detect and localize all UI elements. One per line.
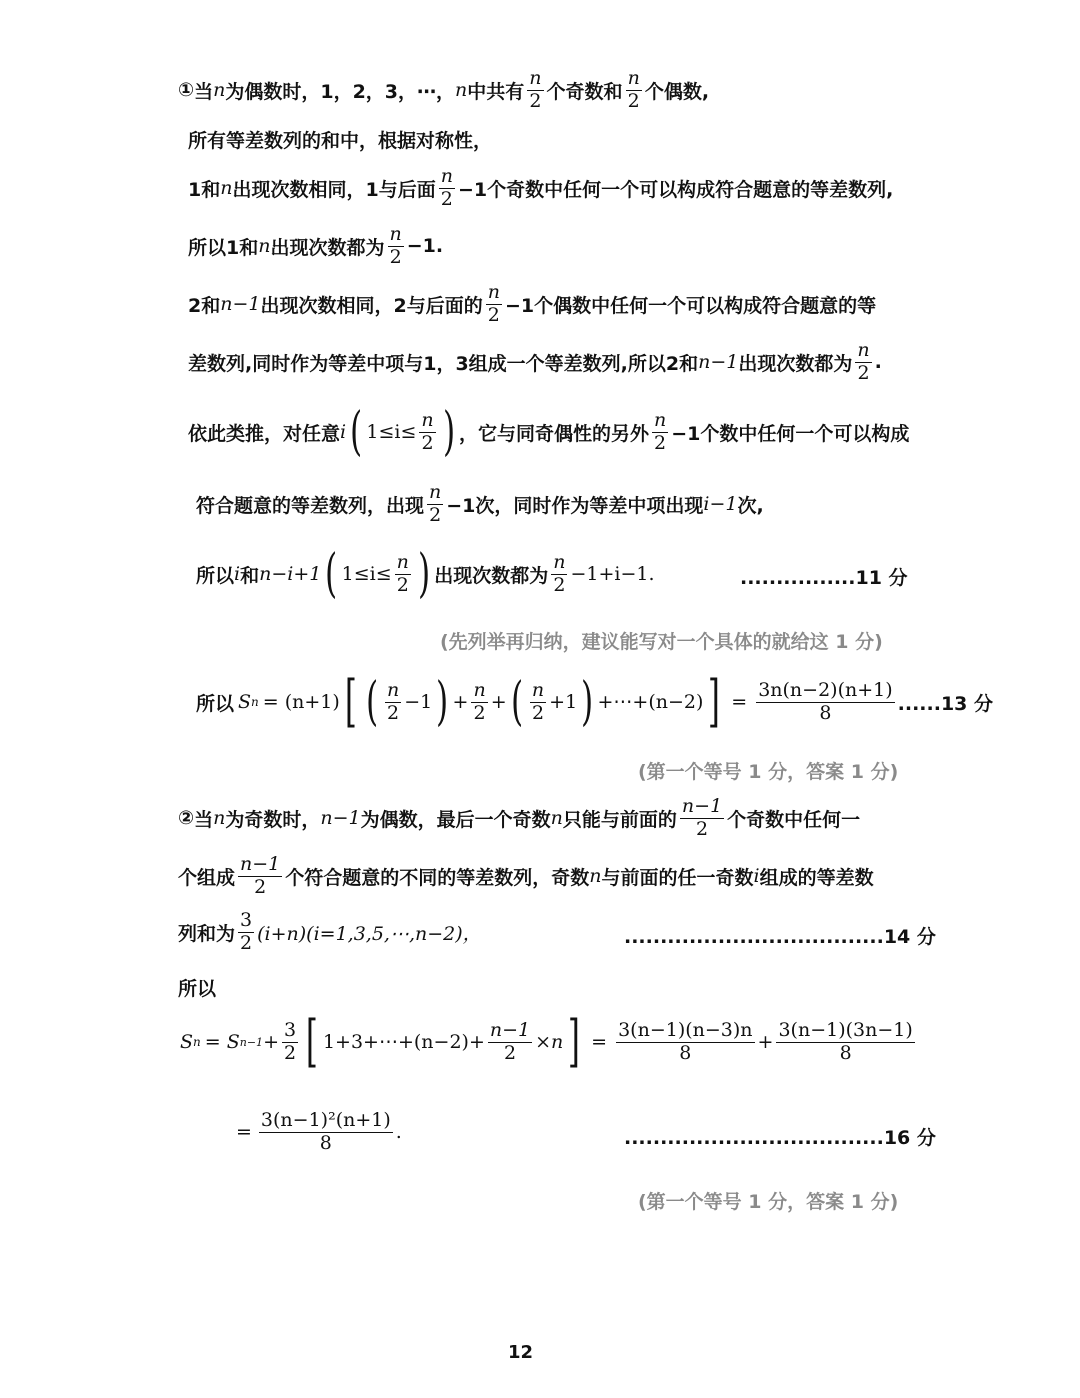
subscript: n bbox=[251, 695, 259, 709]
text: ，它与同奇偶性的另外 bbox=[458, 422, 649, 445]
text: 符合题意的等差数列，出现 bbox=[196, 494, 425, 517]
fraction: $\frac{n}{2}$ bbox=[421, 408, 434, 454]
page-number: 12 bbox=[508, 1342, 534, 1363]
fraction: $\frac{\text{3(n−1)²(n+1)}}{8}$ bbox=[260, 1109, 391, 1154]
fraction: $\frac{n}{2}$ bbox=[473, 678, 486, 724]
equals: = bbox=[236, 1121, 252, 1144]
expr: +1 bbox=[549, 691, 578, 713]
fraction: $\frac{n-1}{2}$ bbox=[240, 853, 281, 898]
text: 出现次数相同，1与后面 bbox=[232, 178, 436, 201]
case1-line8 bbox=[196, 482, 764, 527]
text: 1和 bbox=[188, 178, 221, 201]
fraction: $\frac{n}{2}$ bbox=[553, 550, 566, 596]
plus: + bbox=[452, 691, 469, 713]
fraction: $\frac{n}{2}$ bbox=[653, 408, 667, 454]
expr: (i+n)(i=1,3,5,⋯,n−2)， bbox=[257, 922, 482, 945]
text: 次, bbox=[737, 494, 764, 517]
text: −1个偶数中任何一个可以构成符合题意的等 bbox=[504, 294, 877, 317]
plus: + bbox=[263, 1031, 279, 1053]
text: 为奇数时， bbox=[225, 808, 321, 831]
text: 当 bbox=[194, 80, 214, 103]
circle-two: ② bbox=[178, 807, 195, 830]
sn-result-case2 bbox=[236, 1110, 402, 1155]
text: 和 bbox=[240, 564, 260, 587]
case1-line6 bbox=[188, 340, 882, 385]
paren-close: ) bbox=[442, 402, 455, 462]
text: 出现次数都为 bbox=[738, 352, 853, 375]
expr: −1+i−1. bbox=[570, 563, 655, 585]
fraction: $\frac{3n(n-2)(n+1)}{8}$ bbox=[758, 678, 893, 724]
period: . bbox=[395, 1121, 402, 1144]
text: −1个数中任何一个可以构成 bbox=[671, 422, 910, 445]
subscript: n−1 bbox=[239, 1035, 264, 1049]
var-i: i bbox=[234, 563, 241, 585]
var-n: n bbox=[213, 807, 226, 830]
fraction: $\frac{3}{2}$ bbox=[240, 909, 253, 954]
case1-line5 bbox=[188, 282, 876, 327]
text: 中共有 bbox=[467, 80, 525, 103]
expr: n−1 bbox=[320, 807, 361, 830]
score-11: ................11 分 bbox=[740, 567, 908, 589]
case1-line9 bbox=[196, 544, 655, 604]
text: 所以 bbox=[178, 978, 217, 1000]
condition: 1≤i≤ bbox=[341, 563, 392, 585]
bracket-open: [ bbox=[305, 1009, 319, 1074]
text: 个偶数, bbox=[644, 80, 710, 103]
var-n: n bbox=[258, 235, 271, 258]
fraction: $\frac{3(n-1)(3n-1)}{8}$ bbox=[778, 1018, 913, 1064]
plus: + bbox=[757, 1031, 774, 1053]
fraction: $\frac{n}{2}$ bbox=[389, 223, 402, 268]
note-16: (第一个等号 1 分，答案 1 分) bbox=[638, 1191, 899, 1213]
circle-one: ① bbox=[178, 79, 195, 102]
bracket-close: ] bbox=[568, 1009, 581, 1074]
paren-open: ( bbox=[365, 672, 378, 732]
text: −1个奇数中任何一个可以构成符合题意的等差数列, bbox=[457, 178, 894, 201]
text: 个奇数中任何一 bbox=[727, 808, 861, 831]
expr: = (n+1) bbox=[262, 691, 340, 713]
expr: −1 bbox=[404, 691, 433, 713]
case1-line3 bbox=[188, 166, 893, 211]
text: 差数列,同时作为等差中项与1，3组成一个等差数列,所以2和 bbox=[188, 352, 699, 375]
bracket-close: ] bbox=[708, 669, 721, 734]
fraction: $\frac{n-1}{2}$ bbox=[681, 795, 723, 840]
case1-line2 bbox=[188, 126, 492, 153]
text: 只能与前面的 bbox=[562, 808, 677, 831]
var-n: n bbox=[220, 177, 233, 200]
score-16: ....................................16 分 bbox=[624, 1127, 936, 1149]
var-n: n bbox=[213, 79, 226, 102]
expr: 1+3+⋯+(n−2)+ bbox=[322, 1031, 485, 1053]
text: 2和 bbox=[188, 294, 221, 317]
note-13: (第一个等号 1 分，答案 1 分) bbox=[638, 761, 899, 783]
text: 所以 bbox=[196, 564, 235, 587]
sn-formula-case2 bbox=[180, 1009, 918, 1074]
text: 个奇数和 bbox=[546, 80, 623, 103]
note-11: (先列举再归纳，建议能写对一个具体的就给这 1 分) bbox=[440, 631, 883, 653]
var-i: i bbox=[340, 421, 347, 443]
paren-close: ) bbox=[417, 544, 431, 604]
text: 出现次数都为 bbox=[434, 564, 549, 587]
equals: = bbox=[731, 691, 748, 713]
condition: 1≤i≤ bbox=[366, 421, 417, 443]
text: 所以 bbox=[196, 692, 235, 715]
text: 当 bbox=[194, 808, 214, 831]
text: 个符合题意的不同的等差数列，奇数 bbox=[285, 866, 590, 889]
expr: i−1 bbox=[703, 493, 738, 516]
fraction: $\frac{n}{2}$ bbox=[627, 67, 640, 112]
expr: n−1 bbox=[220, 293, 261, 316]
case1-line4 bbox=[188, 224, 443, 269]
paren-open: ( bbox=[510, 672, 523, 732]
text: 与前面的任一奇数 bbox=[601, 866, 754, 889]
text: . bbox=[874, 351, 882, 374]
fraction: $\frac{n}{2}$ bbox=[396, 550, 409, 596]
var-n: n bbox=[589, 865, 602, 888]
sn-formula-case1 bbox=[196, 669, 994, 734]
fraction: $\frac{n}{2}$ bbox=[531, 678, 545, 724]
text: −1. bbox=[406, 235, 444, 258]
paren-close: ) bbox=[581, 672, 594, 732]
text: 所以1和 bbox=[188, 236, 259, 259]
text: 所有等差数列的和中，根据对称性， bbox=[188, 130, 493, 152]
subscript: n bbox=[193, 1035, 201, 1049]
var-s: S bbox=[180, 1031, 194, 1053]
expr: = S bbox=[204, 1031, 240, 1053]
case2-line1 bbox=[178, 796, 860, 841]
expr: n−1 bbox=[698, 351, 739, 374]
fraction: $\frac{n}{2}$ bbox=[429, 481, 442, 526]
fraction: $\frac{n}{2}$ bbox=[529, 67, 542, 112]
case2-line4 bbox=[178, 974, 216, 1001]
text: 组成的等差数 bbox=[759, 866, 874, 889]
text: 出现次数都为 bbox=[270, 236, 385, 259]
var-i: i bbox=[753, 865, 760, 888]
fraction: $\frac{n}{2}$ bbox=[857, 339, 870, 384]
expr: ×n bbox=[535, 1031, 564, 1053]
fraction: $\frac{n}{2}$ bbox=[440, 165, 453, 210]
fraction: $\frac{3}{2}$ bbox=[283, 1018, 297, 1064]
text: 列和为 bbox=[178, 922, 236, 945]
fraction: $\frac{3(n-1)(n-3)n}{8}$ bbox=[618, 1018, 753, 1064]
score-14: ....................................14 分 bbox=[624, 926, 936, 948]
fraction: $\frac{n}{2}$ bbox=[386, 678, 400, 724]
var-n: n bbox=[550, 807, 563, 830]
case1-line1 bbox=[178, 68, 709, 113]
text: 出现次数相同，2与后面的 bbox=[260, 294, 483, 317]
paren-close: ) bbox=[436, 672, 449, 732]
text: 为偶数，最后一个奇数 bbox=[360, 808, 551, 831]
case2-line3 bbox=[178, 910, 482, 955]
text: 个组成 bbox=[178, 866, 236, 889]
paren-open: ( bbox=[350, 402, 363, 462]
text: 依此类推，对任意 bbox=[188, 422, 341, 445]
fraction: $\frac{n}{2}$ bbox=[487, 281, 500, 326]
case2-line2 bbox=[178, 854, 874, 899]
text: 为偶数时，1，2，3，⋯， bbox=[225, 80, 456, 103]
paren-open: ( bbox=[325, 544, 338, 604]
fraction: $\frac{n-1}{2}$ bbox=[489, 1018, 531, 1064]
equals: = bbox=[591, 1031, 608, 1053]
text: −1次，同时作为等差中项出现 bbox=[446, 494, 704, 517]
plus: + bbox=[490, 691, 507, 713]
var-n: n bbox=[455, 79, 468, 102]
expr: +⋯+(n−2) bbox=[597, 691, 704, 713]
var-s: S bbox=[238, 691, 252, 713]
expr: n−i+1 bbox=[259, 563, 322, 585]
score-13: ......13 分 bbox=[897, 692, 994, 715]
case1-line7 bbox=[188, 402, 910, 462]
bracket-open: [ bbox=[344, 669, 357, 734]
